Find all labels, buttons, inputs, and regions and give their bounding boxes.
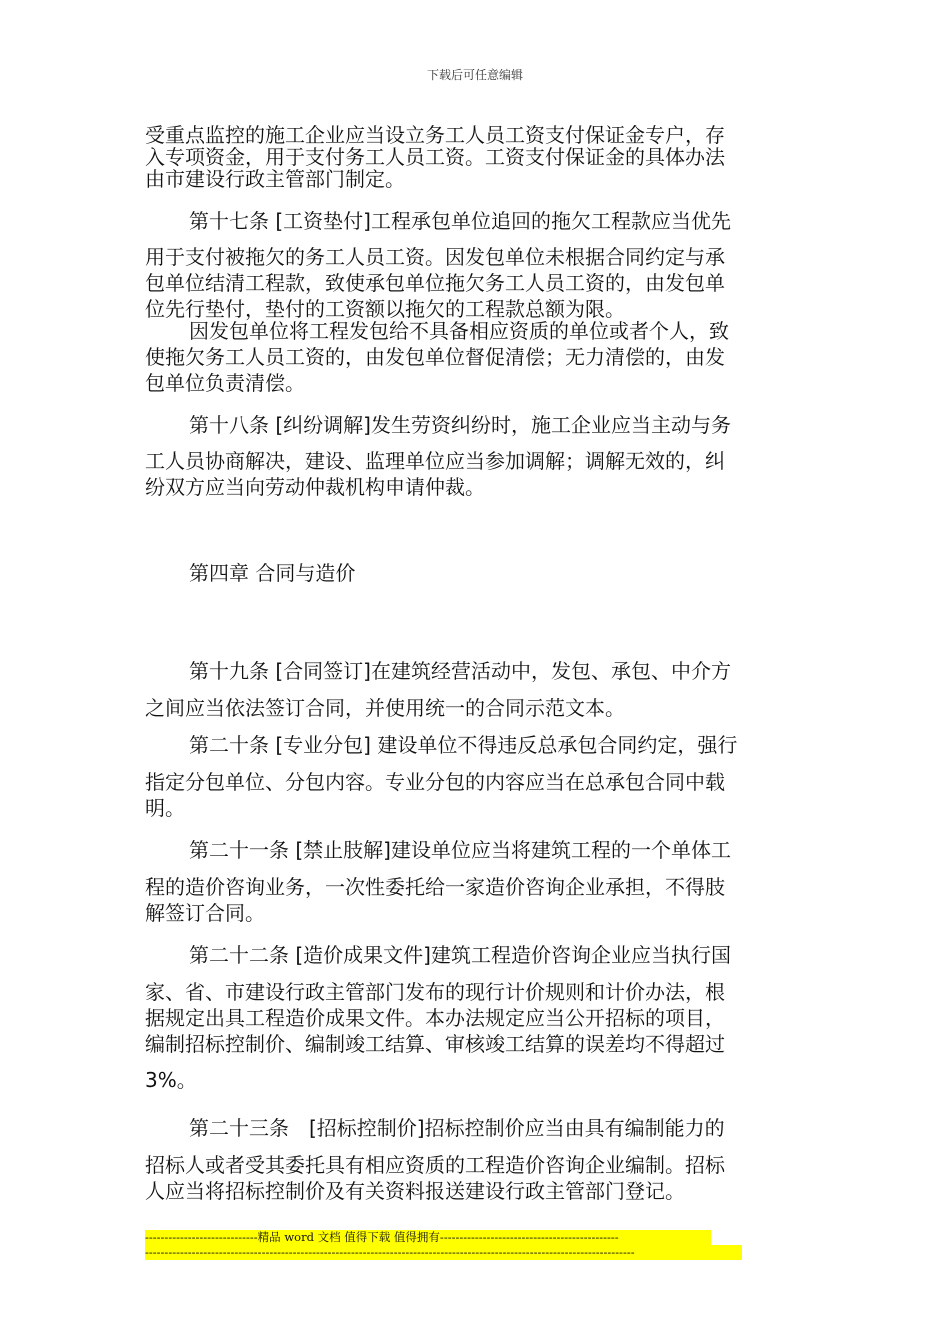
text-line: 工人员协商解决，建设、监理单位应当参加调解；调解无效的，纠: [145, 449, 725, 473]
footer-line: ------------------------------------------------------------------------------------------------------------------------------: [145, 1245, 742, 1260]
text-line: 明。: [145, 796, 185, 820]
text-line: 家、省、市建设行政主管部门发布的现行计价规则和计价办法，根: [145, 980, 725, 1004]
text-line: 之间应当依法签订合同，并使用统一的合同示范文本。: [145, 696, 625, 720]
text-line: 包单位结清工程款，致使承包单位拖欠务工人员工资的，由发包单: [145, 271, 725, 295]
text-line: 程的造价咨询业务，一次性委托给一家造价咨询企业承担，不得肢: [145, 875, 725, 899]
text-line: 用于支付被拖欠的务工人员工资。因发包单位未根据合同约定与承: [145, 245, 725, 269]
article-22: [145, 944, 805, 1091]
page-header: 下载后可任意编辑: [426, 68, 523, 82]
footer-line: -----------------------------精品 word 文档 值得下载 值得拥有----------------------------------------------: [145, 1230, 711, 1245]
text-line: 入专项资金，用于支付务工人员工资。工资支付保证金的具体办法: [145, 145, 725, 169]
text-line: 第十七条 [工资垫付]工程承包单位追回的拖欠工程款应当优先: [189, 209, 731, 233]
text-line: 因发包单位将工程发包给不具备相应资质的单位或者个人，致: [189, 319, 729, 343]
article-21: [145, 839, 805, 924]
text-line: 第二十条 [专业分包] 建设单位不得违反总承包合同约定，强行: [189, 733, 738, 757]
text-line: 据规定出具工程造价成果文件。本办法规定应当公开招标的项目，: [145, 1006, 725, 1030]
paragraph: [145, 124, 805, 190]
text-line: 3%。: [145, 1068, 197, 1092]
article-19: [145, 660, 805, 719]
text-line: 编制招标控制价、编制竣工结算、审核竣工结算的误差均不得超过: [145, 1032, 725, 1056]
article-18: [145, 414, 805, 498]
text-line: 第十九条 [合同签订]在建筑经营活动中，发包、承包、中介方: [189, 659, 731, 683]
footer-watermark: [145, 1230, 742, 1260]
document-body: [145, 124, 805, 1202]
text-line: 第十八条 [纠纷调解]发生劳资纠纷时，施工企业应当主动与务: [189, 413, 731, 437]
text-line: 使拖欠务工人员工资的，由发包单位督促清偿；无力清偿的，由发: [145, 345, 725, 369]
article-20: [145, 734, 805, 819]
text-line: 解签订合同。: [145, 901, 265, 925]
article-17: [145, 210, 805, 320]
text-line: 受重点监控的施工企业应当设立务工人员工资支付保证金专户，存: [145, 123, 725, 147]
text-line: 第二十三条 [招标控制价]招标控制价应当由具有编制能力的: [189, 1116, 725, 1140]
text-line: 位先行垫付，垫付的工资额以拖欠的工程款总额为限。: [145, 297, 625, 321]
text-line: 人应当将招标控制价及有关资料报送建设行政主管部门登记。: [145, 1179, 685, 1203]
paragraph: [145, 320, 805, 394]
text-line: 招标人或者受其委托具有相应资质的工程造价咨询企业编制。招标: [145, 1153, 725, 1177]
text-line: 纷双方应当向劳动仲裁机构申请仲裁。: [145, 475, 485, 499]
text-line: 第二十二条 [造价成果文件]建筑工程造价咨询企业应当执行国: [189, 943, 731, 967]
article-23: [145, 1117, 805, 1202]
text-line: 包单位负责清偿。: [145, 371, 305, 395]
text-line: 指定分包单位、分包内容。专业分包的内容应当在总承包合同中载: [145, 770, 725, 794]
text-line: 由市建设行政主管部门制定。: [145, 167, 405, 191]
text-line: 第二十一条 [禁止肢解]建设单位应当将建筑工程的一个单体工: [189, 838, 731, 862]
chapter-heading: 第四章 合同与造价: [189, 561, 356, 585]
